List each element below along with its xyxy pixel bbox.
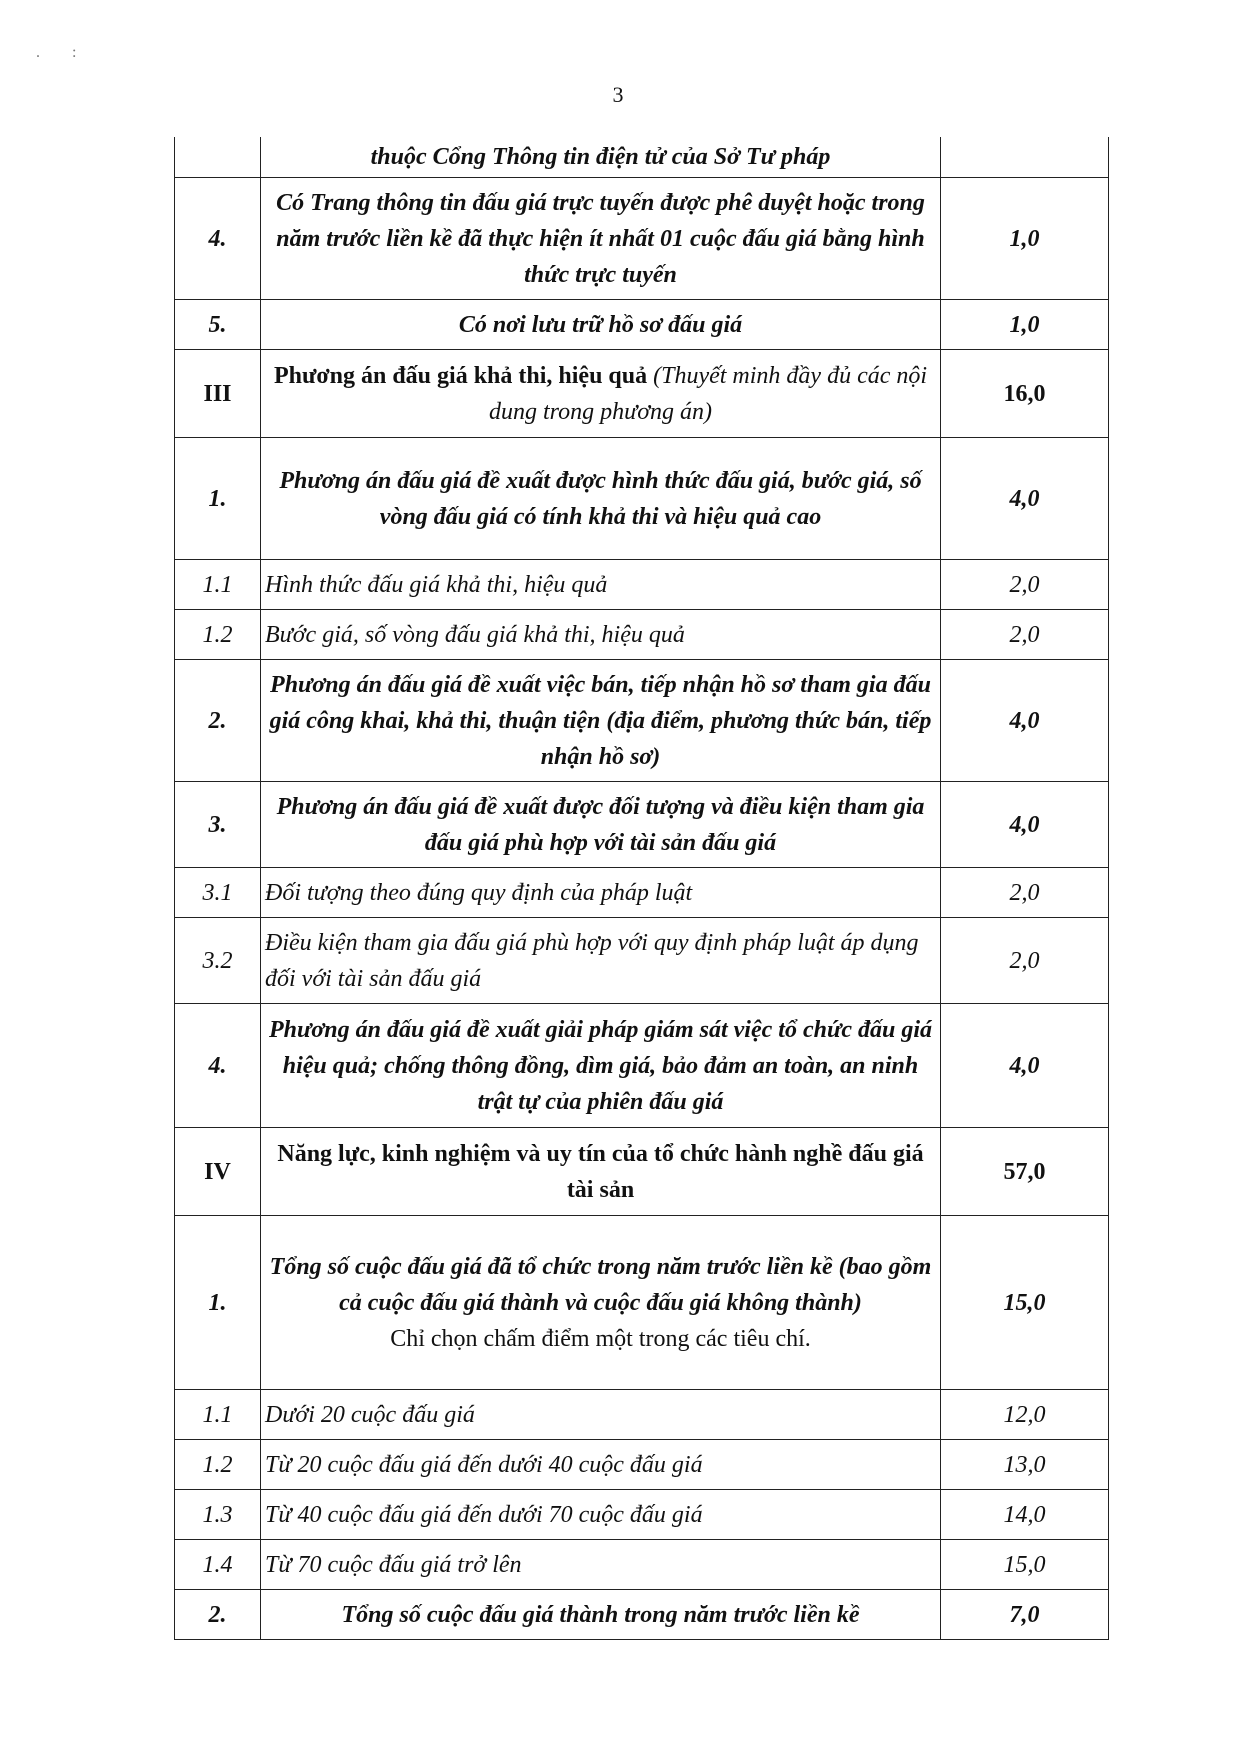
page-number: 3 xyxy=(612,82,624,107)
row-content: Có nơi lưu trữ hồ sơ đấu giá xyxy=(261,300,941,350)
row-score: 4,0 xyxy=(941,1004,1109,1128)
row-number: 3.1 xyxy=(175,868,261,918)
row-score: 2,0 xyxy=(941,610,1109,660)
row-number: 1. xyxy=(175,438,261,560)
table-row xyxy=(175,660,1109,782)
row-score: 2,0 xyxy=(941,560,1109,610)
row-number: 1.3 xyxy=(175,1490,261,1540)
table-row xyxy=(175,782,1109,868)
table-row xyxy=(175,610,1109,660)
row-number: III xyxy=(175,350,261,438)
row-content xyxy=(261,1216,941,1390)
row-number: 4. xyxy=(175,178,261,300)
row-score: 14,0 xyxy=(941,1490,1109,1540)
row-score: 7,0 xyxy=(941,1590,1109,1640)
row-score: 16,0 xyxy=(941,350,1109,438)
row-score: 2,0 xyxy=(941,868,1109,918)
row-content: Từ 20 cuộc đấu giá đến dưới 40 cuộc đấu giá xyxy=(261,1440,941,1490)
row-content: Có Trang thông tin đấu giá trực tuyến được phê duyệt hoặc trong năm trước liền kề đã thực hiện ít nhất 01 cuộc đấu giá bằng hình thức trực tuyến xyxy=(261,178,941,300)
criterion-note: Chỉ chọn chấm điểm một trong các tiêu chí. xyxy=(390,1325,811,1352)
row-score: 12,0 xyxy=(941,1390,1109,1440)
row-number: 1.1 xyxy=(175,1390,261,1440)
row-score: 4,0 xyxy=(941,660,1109,782)
scan-mark: . : xyxy=(36,44,91,61)
table-row xyxy=(175,438,1109,560)
row-content: Phương án đấu giá đề xuất được hình thức đấu giá, bước giá, số vòng đấu giá có tính khả thi và hiệu quả cao xyxy=(261,438,941,560)
row-score: 4,0 xyxy=(941,438,1109,560)
criterion-title: Tổng số cuộc đấu giá đã tổ chức trong năm trước liền kề (bao gồm cả cuộc đấu giá thành và cuộc đấu giá không thành) xyxy=(269,1253,932,1316)
row-content: Phương án đấu giá đề xuất được đối tượng và điều kiện tham gia đấu giá phù hợp với tài sản đấu giá xyxy=(261,782,941,868)
row-number: 1.2 xyxy=(175,610,261,660)
row-number: 1. xyxy=(175,1216,261,1390)
row-content: Dưới 20 cuộc đấu giá xyxy=(261,1390,941,1440)
table-row xyxy=(175,868,1109,918)
row-content: Từ 40 cuộc đấu giá đến dưới 70 cuộc đấu giá xyxy=(261,1490,941,1540)
row-score: 13,0 xyxy=(941,1440,1109,1490)
row-score: 15,0 xyxy=(941,1216,1109,1390)
row-content: Phương án đấu giá đề xuất việc bán, tiếp nhận hồ sơ tham gia đấu giá công khai, khả thi, thuận tiện (địa điểm, phương thức bán, tiếp nhận hồ sơ) xyxy=(261,660,941,782)
row-number: 2. xyxy=(175,1590,261,1640)
row-content: thuộc Cổng Thông tin điện tử của Sở Tư pháp xyxy=(261,137,941,178)
table-row xyxy=(175,300,1109,350)
table-row xyxy=(175,918,1109,1004)
section-title: Phương án đấu giá khả thi, hiệu quả xyxy=(273,362,648,389)
row-number: 1.2 xyxy=(175,1440,261,1490)
table-row xyxy=(175,1590,1109,1640)
row-content: Phương án đấu giá đề xuất giải pháp giám sát việc tổ chức đấu giá hiệu quả; chống thông đồng, dìm giá, bảo đảm an toàn, an ninh trật tự của phiên đấu giá xyxy=(261,1004,941,1128)
row-content: Hình thức đấu giá khả thi, hiệu quả xyxy=(261,560,941,610)
row-content xyxy=(261,350,941,438)
table-row xyxy=(175,1440,1109,1490)
row-score: 2,0 xyxy=(941,918,1109,1004)
row-number: 5. xyxy=(175,300,261,350)
table-row xyxy=(175,178,1109,300)
row-number xyxy=(175,137,261,178)
table-row xyxy=(175,1128,1109,1216)
row-score: 4,0 xyxy=(941,782,1109,868)
table-row xyxy=(175,350,1109,438)
table-row xyxy=(175,1390,1109,1440)
row-number: 1.1 xyxy=(175,560,261,610)
row-score: 1,0 xyxy=(941,178,1109,300)
row-number: 2. xyxy=(175,660,261,782)
row-content: Điều kiện tham gia đấu giá phù hợp với quy định pháp luật áp dụng đối với tài sản đấu giá xyxy=(261,918,941,1004)
table-row xyxy=(175,1004,1109,1128)
row-content: Đối tượng theo đúng quy định của pháp luật xyxy=(261,868,941,918)
row-number: 1.4 xyxy=(175,1540,261,1590)
row-content: Tổng số cuộc đấu giá thành trong năm trước liền kề xyxy=(261,1590,941,1640)
row-number: IV xyxy=(175,1128,261,1216)
row-score xyxy=(941,137,1109,178)
row-number: 3.2 xyxy=(175,918,261,1004)
table-row xyxy=(175,1216,1109,1390)
row-number: 3. xyxy=(175,782,261,868)
scoring-table xyxy=(174,137,1109,1640)
section-note: (Thuyết minh đầy đủ các nội dung trong phương án) xyxy=(488,362,928,425)
table-row xyxy=(175,560,1109,610)
table-row xyxy=(175,1490,1109,1540)
table-row xyxy=(175,137,1109,178)
row-number: 4. xyxy=(175,1004,261,1128)
row-score: 1,0 xyxy=(941,300,1109,350)
row-content: Năng lực, kinh nghiệm và uy tín của tổ chức hành nghề đấu giá tài sản xyxy=(261,1128,941,1216)
row-content: Từ 70 cuộc đấu giá trở lên xyxy=(261,1540,941,1590)
row-content: Bước giá, số vòng đấu giá khả thi, hiệu quả xyxy=(261,610,941,660)
row-score: 15,0 xyxy=(941,1540,1109,1590)
table-row xyxy=(175,1540,1109,1590)
row-score: 57,0 xyxy=(941,1128,1109,1216)
